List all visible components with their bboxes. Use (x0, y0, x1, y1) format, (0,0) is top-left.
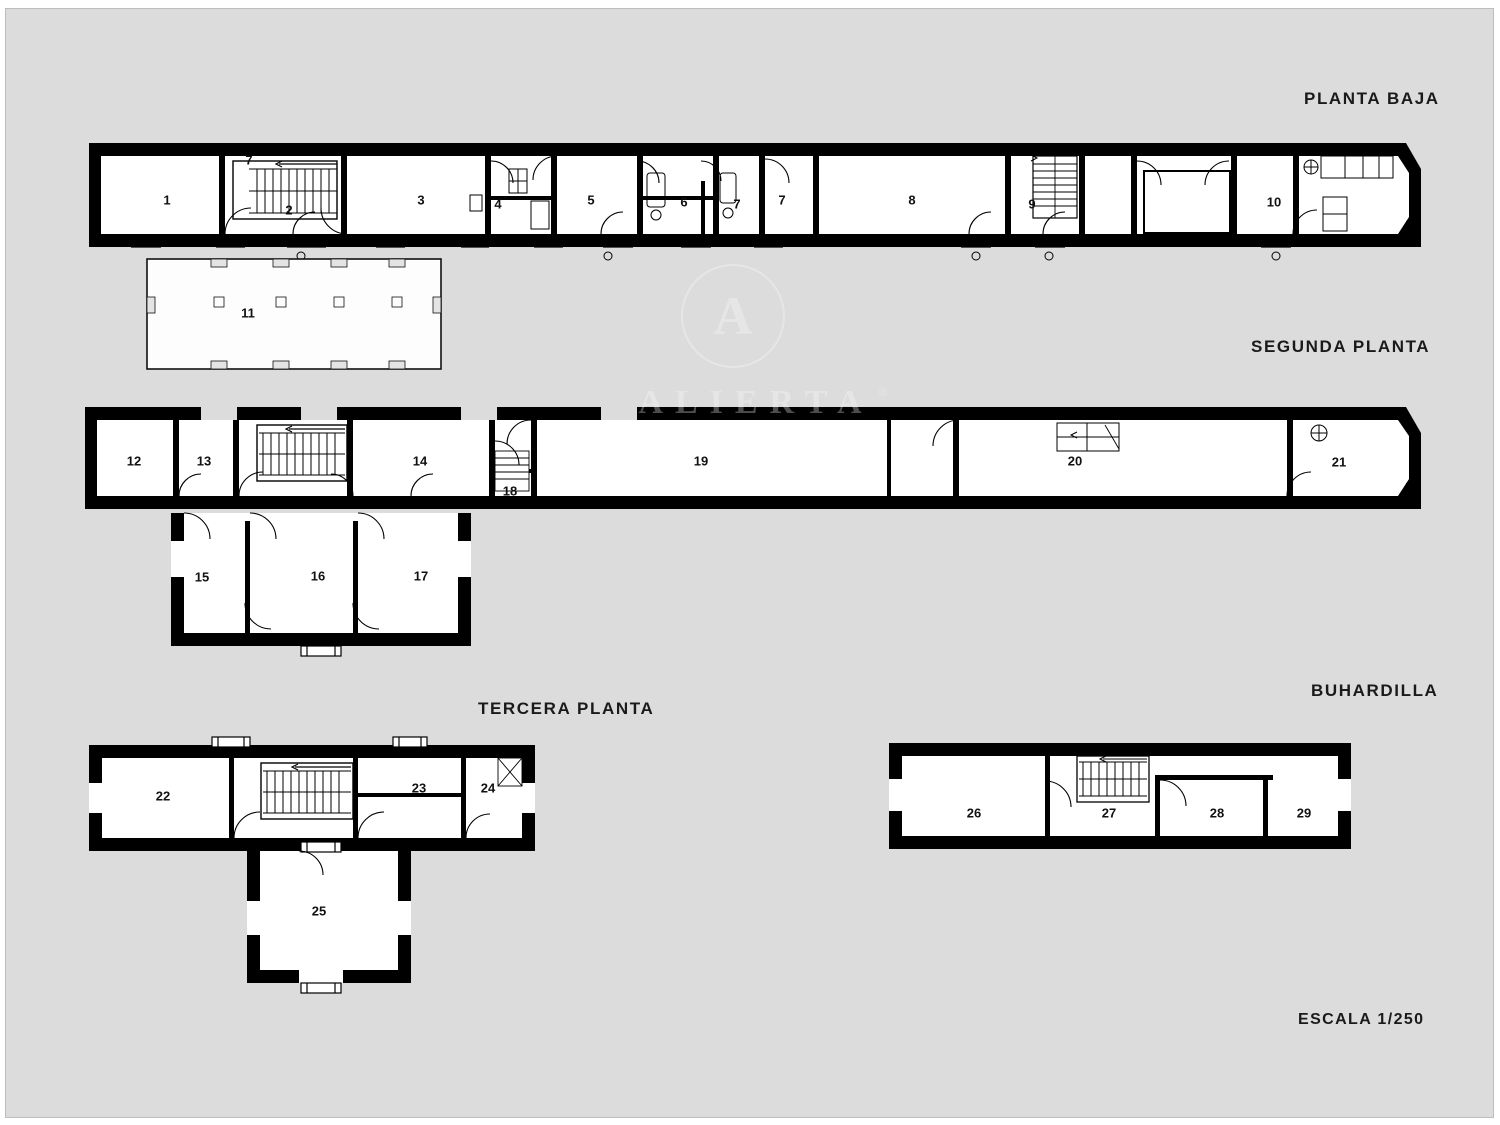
room-number: 3 (417, 192, 425, 208)
segunda-planta-plan (85, 407, 1421, 656)
room-number: 15 (194, 569, 210, 585)
floor-title-buhardilla: BUHARDILLA (1311, 681, 1439, 700)
room-number: 5 (587, 192, 595, 208)
planta-baja-plan (89, 143, 1421, 369)
room-number: 28 (1209, 805, 1225, 821)
room-number: 22 (155, 788, 171, 804)
room-number: 16 (310, 568, 326, 584)
watermark-registered-mark: ® (878, 384, 888, 399)
watermark-text: ALIERTA (638, 384, 874, 421)
room-number: 21 (1331, 454, 1347, 470)
room-number: 19 (693, 453, 709, 469)
room-number: 23 (411, 780, 427, 796)
room-number: 17 (413, 568, 429, 584)
scale-label: ESCALA 1/250 (1298, 1011, 1425, 1028)
room-number: 20 (1067, 453, 1083, 469)
tercera-planta-plan (89, 737, 535, 993)
room-number: 7 (733, 196, 741, 212)
room-number: 24 (480, 780, 496, 796)
room-number: 14 (412, 453, 428, 469)
room-number: 7 (778, 192, 786, 208)
room-number: 8 (908, 192, 916, 208)
room-number: 2 (285, 202, 293, 218)
room-number: 29 (1296, 805, 1312, 821)
room-number: 13 (196, 453, 212, 469)
floor-title-segunda-planta: SEGUNDA PLANTA (1251, 337, 1431, 356)
room-number: 25 (311, 903, 327, 919)
room-number: 27 (1101, 805, 1117, 821)
room-number: 26 (966, 805, 982, 821)
floor-title-tercera-planta: TERCERA PLANTA (478, 699, 655, 718)
room-number: 18 (502, 483, 518, 499)
room-number: 1 (163, 192, 171, 208)
room-number: 9 (1028, 196, 1036, 212)
room-number: 7 (245, 152, 253, 168)
room-number: 6 (680, 194, 688, 210)
buhardilla-plan (889, 743, 1351, 849)
room-number: 10 (1266, 194, 1282, 210)
room-number: 12 (126, 453, 142, 469)
room-number: 11 (241, 305, 255, 321)
floorplan-vector (6, 9, 1495, 1119)
plan-drawing-area (5, 8, 1494, 1118)
room-number: 4 (494, 196, 502, 212)
floor-title-planta-baja: PLANTA BAJA (1304, 89, 1440, 108)
watermark-monogram: A (713, 286, 753, 346)
